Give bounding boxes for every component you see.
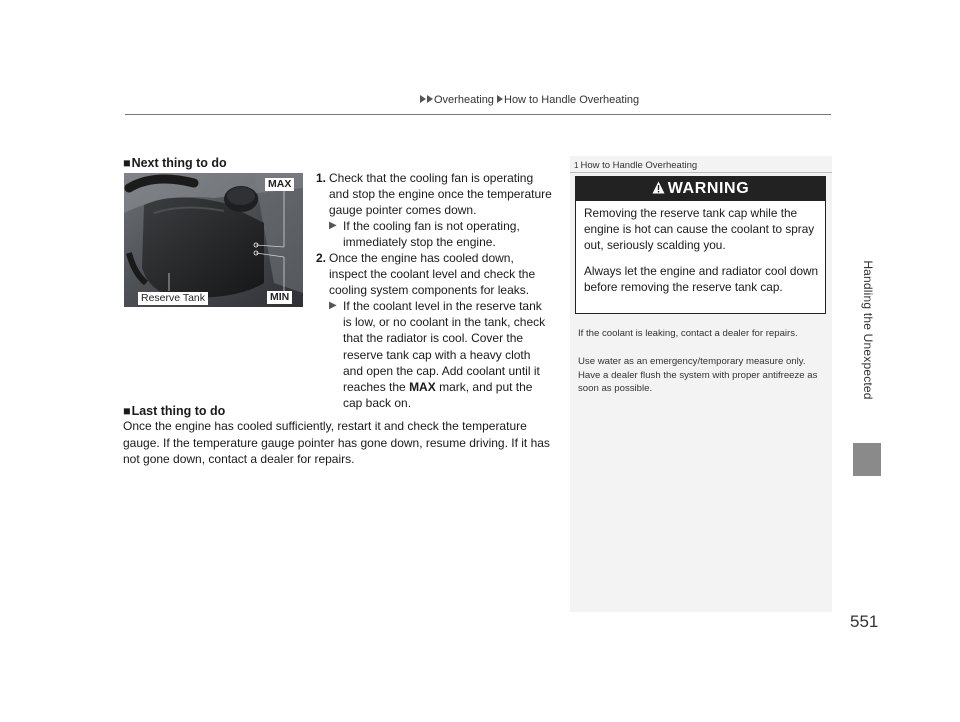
reference-icon: 1 [574, 161, 579, 170]
breadcrumb-arrow-icon [420, 95, 426, 103]
sidebar-title: 1 How to Handle Overheating [574, 160, 698, 171]
warning-header: WARNING [576, 177, 825, 201]
sidebar-rule [570, 172, 832, 173]
substep-text: If the cooling fan is not operating, immediately stop the engine. [343, 219, 520, 250]
breadcrumb-item-how-to-handle[interactable]: How to Handle Overheating [504, 94, 640, 106]
reserve-tank-figure [124, 173, 303, 307]
arrow-bullet-icon: ▶ [329, 220, 337, 231]
sidebar-notes [570, 156, 832, 612]
chapter-side-tab [853, 210, 883, 450]
breadcrumb-item-overheating[interactable]: Overheating [434, 94, 494, 106]
step-2-substep [329, 298, 551, 411]
breadcrumb-arrow-icon [427, 95, 433, 103]
reserve-tank-label: Reserve Tank [138, 292, 208, 305]
note-water: Use water as an emergency/temporary measure only. Have a dealer flush the system with proper antifreeze as soon as possible. [578, 356, 818, 394]
chapter-title: Handling the Unexpected [861, 260, 875, 400]
breadcrumb-arrow-icon [497, 95, 503, 103]
section-marker-icon: ■ [123, 156, 131, 170]
warning-box [575, 176, 826, 314]
step-number: 2. [316, 251, 327, 265]
page-number: 551 [850, 612, 879, 631]
arrow-bullet-icon: ▶ [329, 300, 337, 311]
warning-text-2: Always let the engine and radiator cool down before removing the reserve tank cap. [584, 264, 819, 294]
step-number: 1. [316, 171, 327, 185]
step-text: Once the engine has cooled down, inspect the coolant level and check the cooling system components for leaks. [329, 251, 536, 298]
chapter-marker [853, 443, 881, 476]
max-label: MAX [265, 178, 294, 191]
step-2 [316, 250, 552, 299]
step-text: Check that the cooling fan is operating and stop the engine once the temperature gauge pointer comes down. [329, 171, 552, 218]
step-1-substep [329, 218, 551, 250]
min-label: MIN [267, 291, 292, 304]
section-marker-icon: ■ [123, 404, 131, 418]
step-1 [316, 170, 552, 219]
section-heading-last: ■Last thing to do [123, 404, 226, 418]
warning-icon [652, 181, 665, 194]
note-leak: If the coolant is leaking, contact a dealer for repairs. [578, 328, 798, 339]
last-section-text: Once the engine has cooled sufficiently, restart it and check the temperature gauge. If the temperature gauge pointer has gone down, resume driving. If it has not gone down, contact a dealer for repairs. [123, 419, 550, 467]
substep-text: If the coolant level in the reserve tank is low, or no coolant in the tank, check that the radiator is cool. Cover the reserve tank cap with a heavy cloth and open the cap. Add coolant until it reaches the MAX mark, and put the cap back on. [343, 299, 546, 411]
header-rule [125, 114, 831, 115]
section-heading-next: ■Next thing to do [123, 156, 227, 170]
breadcrumb [420, 94, 639, 106]
max-mark-text: MAX [409, 380, 436, 395]
warning-text-1: Removing the reserve tank cap while the engine is hot can cause the coolant to spray out, seriously scalding you. [584, 206, 815, 252]
reserve-tank-illustration-icon [124, 173, 303, 307]
